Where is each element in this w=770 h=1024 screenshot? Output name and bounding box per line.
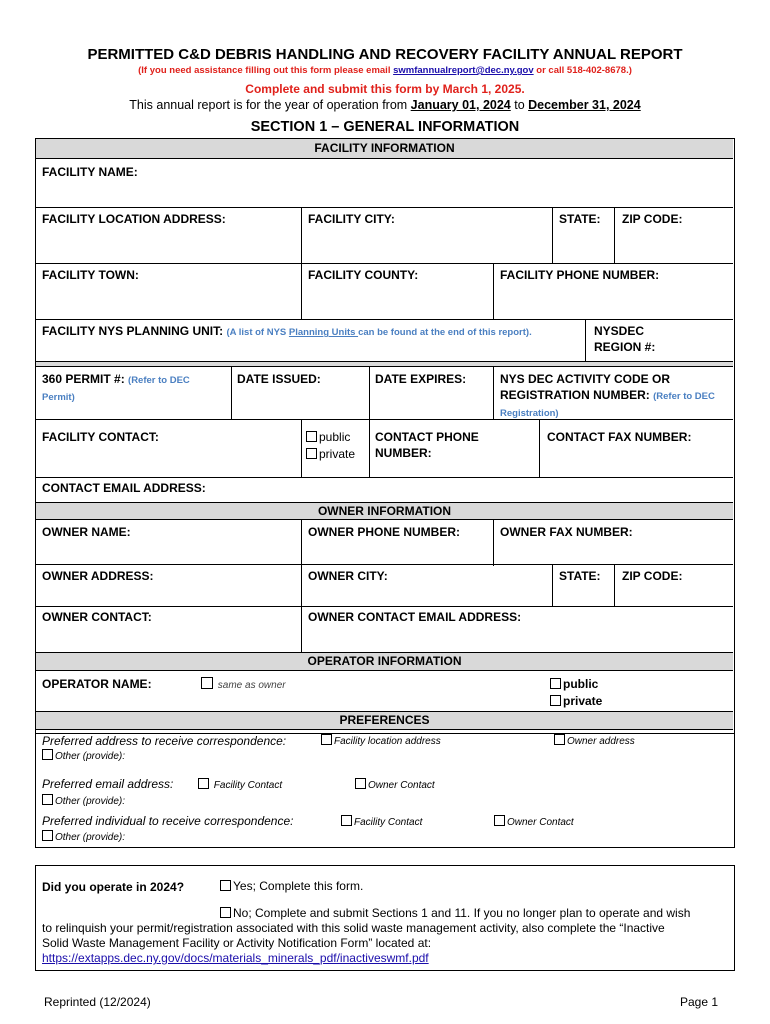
pref-individual-owner-text: Owner Contact [507,817,574,828]
assist-prefix: (If you need assistance filling out this form please email [138,65,394,76]
pref-address-other-option[interactable] [42,749,125,762]
permit-text: 360 PERMIT #: [42,372,129,386]
planning-note-post: can be found at the end of this report). [358,327,532,338]
activity-code-label[interactable] [500,371,730,421]
pref-address-other-checkbox[interactable] [42,749,53,760]
owner-contact-label[interactable]: OWNER CONTACT: [42,610,152,624]
pref-email-other-option[interactable] [42,794,125,807]
planning-unit-note [226,327,531,338]
date-issued-label[interactable]: DATE ISSUED: [237,372,321,386]
pref-address-facility-checkbox[interactable] [321,734,332,745]
assist-suffix: or call 518-402-8678.) [533,65,632,76]
assist-email-link[interactable]: swmfannualreport@dec.ny.gov [393,65,534,76]
activity-code-note: (Refer to DEC Registration) [500,391,715,419]
inactive-form-link[interactable]: https://extapps.dec.ny.gov/docs/materials_minerals_pdf/inactiveswmf.pdf [42,951,429,965]
pref-individual-facility-checkbox[interactable] [341,815,352,826]
facility-town-label[interactable]: FACILITY TOWN: [42,268,139,282]
contact-phone-label[interactable]: CONTACT PHONE NUMBER: [375,430,479,460]
region-line1: NYSDEC [594,324,645,338]
operate-yes-text: Yes; Complete this form. [233,879,364,893]
pref-individual-other-text: Other (provide): [55,832,126,843]
same-as-owner-checkbox[interactable] [201,677,213,689]
facility-city-label[interactable]: FACILITY CITY: [308,212,395,226]
pref-individual-other-checkbox[interactable] [42,830,53,841]
owner-name-label[interactable]: OWNER NAME: [42,525,131,539]
operate-no-line3: Solid Waste Management Facility or Activity Notification Form” located at: [42,936,432,950]
operate-no-line2: to relinquish your permit/registration associated with this solid waste management activity, also complete the “Inactive [42,921,665,935]
assistance-note [0,65,770,76]
year-start: January 01, 2024 [410,98,511,112]
pref-email-other-checkbox[interactable] [42,794,53,805]
general-info-form [35,138,735,734]
planning-note-pre: (A list of NYS [226,327,289,338]
planning-unit-text: FACILITY NYS PLANNING UNIT: [42,324,227,338]
pref-individual-owner-checkbox[interactable] [494,815,505,826]
operate-no-line1: No; Complete and submit Sections 1 and 11. If you no longer plan to operate and wish [233,906,691,920]
same-as-owner-text: same as owner [217,680,286,691]
nysdec-region-label[interactable] [594,323,655,355]
facility-name-label[interactable]: FACILITY NAME: [42,165,138,179]
pref-email-facility-text: Facility Contact [213,780,283,791]
pref-address-owner-option[interactable] [554,734,635,747]
activity-code-text: NYS DEC ACTIVITY CODE OR REGISTRATION NUMBER: [500,372,671,402]
pref-address-facility-text: Facility location address [334,736,441,747]
private-text: private [319,447,356,461]
private-option[interactable] [306,446,355,462]
permit-number-label[interactable] [42,371,222,405]
page-number: Page 1 [680,995,719,1009]
pref-address-facility-option[interactable] [321,734,441,747]
operate-no-option[interactable] [220,906,690,920]
operate-no-checkbox[interactable] [220,907,231,918]
public-option[interactable] [306,429,350,445]
facility-zip-label[interactable]: ZIP CODE: [622,212,683,226]
owner-contact-email-label[interactable]: OWNER CONTACT EMAIL ADDRESS: [308,610,522,624]
planning-unit-label[interactable] [42,323,532,340]
owner-city-label[interactable]: OWNER CITY: [308,569,388,583]
pref-individual-other-option[interactable] [42,830,125,843]
owner-info-heading: OWNER INFORMATION [36,502,733,520]
facility-phone-label[interactable]: FACILITY PHONE NUMBER: [500,268,660,282]
operator-public-checkbox[interactable] [550,678,561,689]
private-checkbox[interactable] [306,448,317,459]
section-title: SECTION 1 – GENERAL INFORMATION [250,119,520,135]
facility-info-heading: FACILITY INFORMATION [36,139,733,159]
permit-note: (Refer to DEC Permit) [42,375,190,403]
operator-private-option[interactable] [550,693,602,709]
facility-location-label[interactable]: FACILITY LOCATION ADDRESS: [42,212,226,226]
preferences-panel [35,734,735,848]
year-prefix: This annual report is for the year of operation from [129,98,411,112]
pref-email-question: Preferred email address: [42,777,174,791]
date-expires-label[interactable]: DATE EXPIRES: [375,372,467,386]
pref-individual-facility-option[interactable] [341,815,422,828]
planning-units-link[interactable]: Planning Units [288,327,359,338]
reprinted-date: Reprinted (12/2024) [44,995,151,1009]
pref-address-other-text: Other (provide): [55,751,126,762]
pref-individual-facility-text: Facility Contact [354,817,423,828]
pref-email-other-text: Other (provide): [55,796,126,807]
pref-address-question: Preferred address to receive correspondence: [42,734,287,748]
preferences-heading: PREFERENCES [36,711,733,730]
operator-private-checkbox[interactable] [550,695,561,706]
pref-address-owner-checkbox[interactable] [554,734,565,745]
pref-individual-question: Preferred individual to receive correspondence: [42,814,294,828]
pref-email-owner-checkbox[interactable] [355,778,366,789]
public-text: public [319,430,351,444]
facility-state-label[interactable]: STATE: [559,212,601,226]
operator-name-label[interactable]: OPERATOR NAME: [42,677,152,691]
operate-question: Did you operate in 2024? [42,880,185,894]
operator-private-text: private [563,694,603,708]
operator-public-text: public [563,677,599,691]
owner-state-label[interactable]: STATE: [559,569,601,583]
due-date-notice: Complete and submit this form by March 1, 2025. [245,82,525,96]
operate-yes-option[interactable] [220,879,363,893]
owner-fax-label[interactable]: OWNER FAX NUMBER: [500,525,633,539]
owner-zip-label[interactable]: ZIP CODE: [622,569,683,583]
form-title: PERMITTED C&D DEBRIS HANDLING AND RECOVERY FACILITY ANNUAL REPORT [87,46,683,63]
contact-email-label[interactable]: CONTACT EMAIL ADDRESS: [42,481,206,495]
pref-address-owner-text: Owner address [567,736,635,747]
operate-yes-checkbox[interactable] [220,880,231,891]
region-line2: REGION #: [594,340,656,354]
owner-address-label[interactable]: OWNER ADDRESS: [42,569,154,583]
operator-info-heading: OPERATOR INFORMATION [36,652,733,671]
public-checkbox[interactable] [306,431,317,442]
operation-status-box [35,865,735,971]
pref-email-owner-option[interactable] [355,778,435,791]
report-year-line [0,98,770,112]
year-mid: to [510,98,529,112]
facility-contact-label[interactable]: FACILITY CONTACT: [42,430,159,444]
facility-county-label[interactable]: FACILITY COUNTY: [308,268,419,282]
pref-individual-owner-option[interactable] [494,815,574,828]
pref-email-facility-checkbox[interactable] [198,778,209,789]
pref-email-owner-text: Owner Contact [368,780,435,791]
contact-fax-label[interactable]: CONTACT FAX NUMBER: [547,430,692,444]
same-as-owner-option[interactable] [201,677,286,691]
owner-phone-label[interactable]: OWNER PHONE NUMBER: [308,525,460,539]
divider-bar [36,361,733,367]
pref-email-facility-option[interactable] [198,778,282,791]
year-end: December 31, 2024 [528,98,641,112]
operator-public-option[interactable] [550,676,598,692]
